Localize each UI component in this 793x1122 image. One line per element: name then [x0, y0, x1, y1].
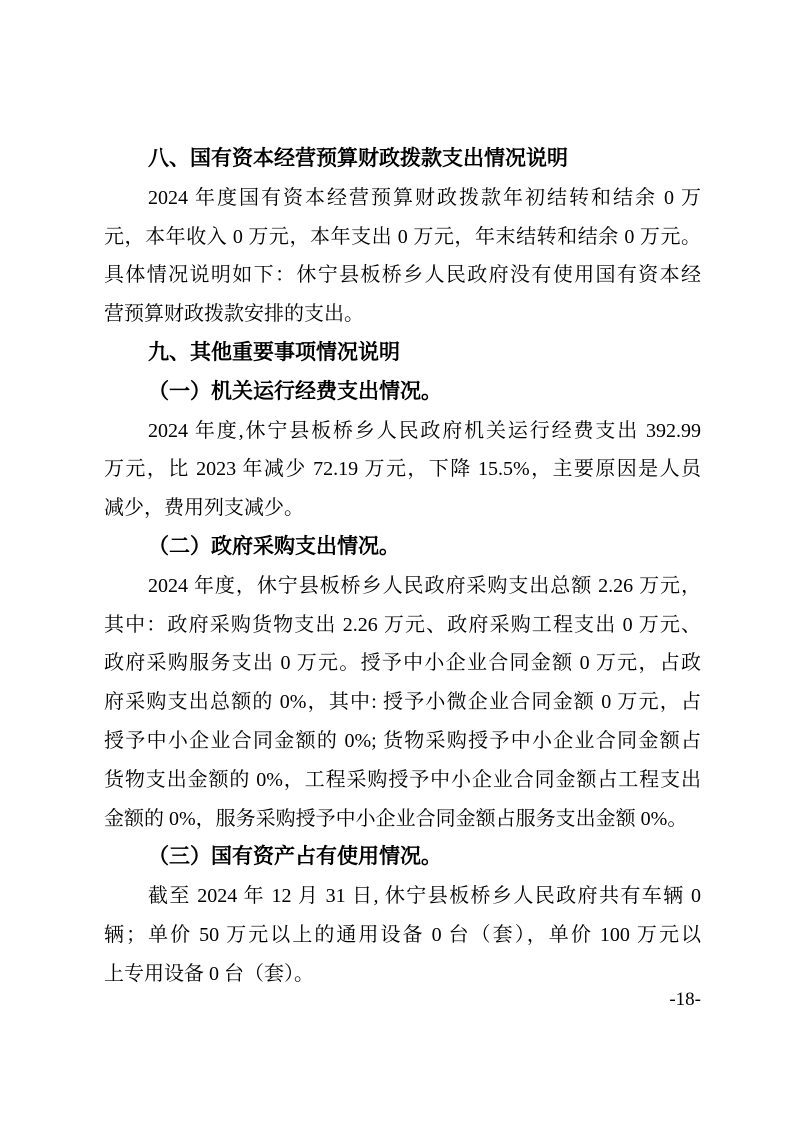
- paragraph-6-line-6: 货物支出金额的 0%，工程采购授予中小企业合同金额占工程支出: [104, 768, 701, 791]
- heading-2: 九、其他重要事项情况说明: [148, 340, 400, 364]
- paragraph-1-line-2: 元，本年收入 0 万元，本年支出 0 万元，年末结转和结余 0 万元。: [104, 225, 701, 248]
- paragraph-1-line-3: 具体情况说明如下：休宁县板桥乡人民政府没有使用国有资本经: [104, 264, 701, 287]
- subheading-7: （三）国有资产占有使用情况。: [148, 845, 442, 869]
- paragraph-6-line-2: 其中：政府采购货物支出 2.26 万元、政府采购工程支出 0 万元、: [104, 613, 701, 636]
- paragraph-4-line-3: 减少，费用列支减少。: [104, 497, 304, 520]
- paragraph-1-line-4: 营预算财政拨款安排的支出。: [104, 303, 364, 326]
- paragraph-4-line-1: 2024 年度,休宁县板桥乡人民政府机关运行经费支出 392.99: [148, 419, 701, 442]
- subheading-3: （一）机关运行经费支出情况。: [148, 379, 442, 403]
- heading-0: 八、国有资本经营预算财政拨款支出情况说明: [148, 147, 568, 170]
- paragraph-1-line-1: 2024 年度国有资本经营预算财政拨款年初结转和结余 0 万: [148, 186, 701, 209]
- paragraph-6-line-7: 金额的 0%，服务采购授予中小企业合同金额占服务支出金额 0%。: [104, 807, 688, 830]
- paragraph-6-line-5: 授予中小企业合同金额的 0%; 货物采购授予中小企业合同金额占: [104, 729, 701, 752]
- paragraph-6-line-4: 府采购支出总额的 0%，其中: 授予小微企业合同金额 0 万元，占: [104, 691, 701, 714]
- paragraph-6-line-3: 政府采购服务支出 0 万元。授予中小企业合同金额 0 万元，占政: [104, 652, 701, 675]
- paragraph-8-line-1: 截至 2024 年 12 月 31 日, 休宁县板桥乡人民政府共有车辆 0: [148, 885, 701, 908]
- document-body: [104, 140, 701, 994]
- paragraph-8-line-2: 辆；单价 50 万元以上的通用设备 0 台（套），单价 100 万元以: [104, 923, 701, 946]
- paragraph-6-line-1: 2024 年度，休宁县板桥乡人民政府采购支出总额 2.26 万元，: [148, 574, 701, 597]
- paragraph-8-line-3: 上专用设备 0 台（套）。: [104, 962, 314, 985]
- paragraph-4-line-2: 万元，比 2023 年减少 72.19 万元，下降 15.5%，主要原因是人员: [104, 458, 701, 481]
- page-number: -18-: [669, 989, 701, 1010]
- subheading-5: （二）政府采购支出情况。: [148, 534, 400, 558]
